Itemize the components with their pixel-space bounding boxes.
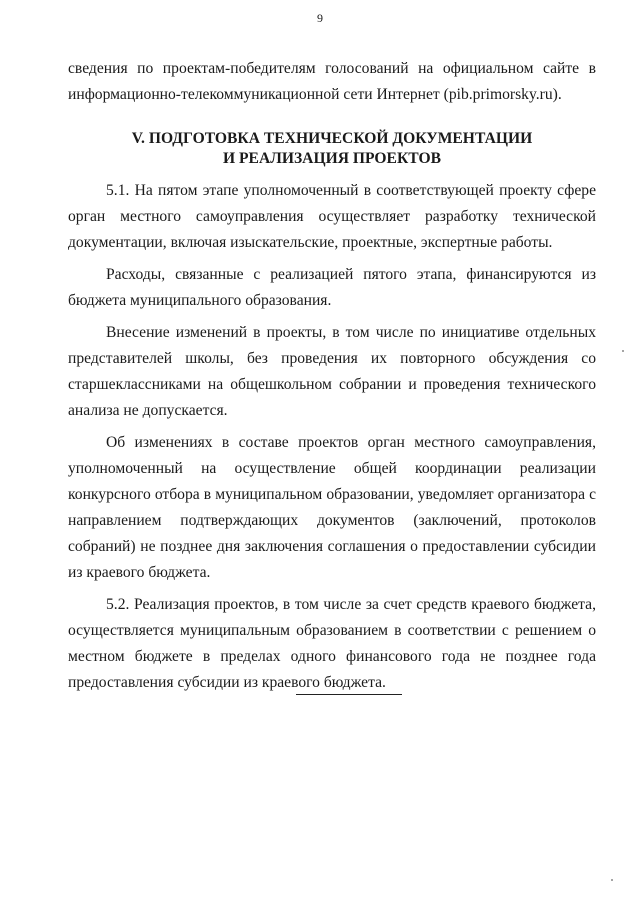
paragraph-changes: Внесение изменений в проекты, в том числе по инициативе отдельных представителей школы, без проведения их повторного обсуждения со старшеклассниками на общешкольном собрании и проведения технического анализа не допускается. bbox=[68, 324, 596, 419]
paragraph-expenses: Расходы, связанные с реализацией пятого этапа, финансируются из бюджета муниципального образования. bbox=[68, 266, 596, 309]
end-of-section-rule bbox=[296, 694, 402, 695]
section-body bbox=[68, 178, 596, 696]
intro-paragraph-block bbox=[68, 56, 596, 108]
section-heading-line-1: V. ПОДГОТОВКА ТЕХНИЧЕСКОЙ ДОКУМЕНТАЦИИ bbox=[131, 130, 533, 147]
page-number: 9 bbox=[317, 11, 323, 25]
section-heading bbox=[68, 129, 596, 169]
section-heading-line-2: И РЕАЛИЗАЦИЯ ПРОЕКТОВ bbox=[222, 150, 441, 167]
intro-paragraph: сведения по проектам-победителям голосований на официальном сайте в информационно-телекоммуникационной сети Интернет (pib.primorsky.ru). bbox=[68, 60, 596, 103]
scan-speck bbox=[622, 350, 624, 352]
paragraph-5-2: 5.2. Реализация проектов, в том числе за счет средств краевого бюджета, осуществляется муниципальным образованием в соответствии с решением о местном бюджете в пределах одного финансового года не позднее года предоставления субсидии из краевого бюджета. bbox=[68, 596, 596, 691]
paragraph-notification: Об изменениях в составе проектов орган местного самоуправления, уполномоченный на осуществление общей координации реализации конкурсного отбора в муниципальном образовании, уведомляет организатора с направлением подтверждающих документов (заключений, протоколов собраний) не позднее дня заключения соглашения о предоставлении субсидии из краевого бюджета. bbox=[68, 434, 596, 581]
paragraph-5-1: 5.1. На пятом этапе уполномоченный в соответствующей проекту сфере орган местного самоуправления осуществляет разработку технической документации, включая изыскательские, проектные, экспертные работы. bbox=[68, 182, 596, 251]
scan-speck bbox=[611, 879, 613, 881]
